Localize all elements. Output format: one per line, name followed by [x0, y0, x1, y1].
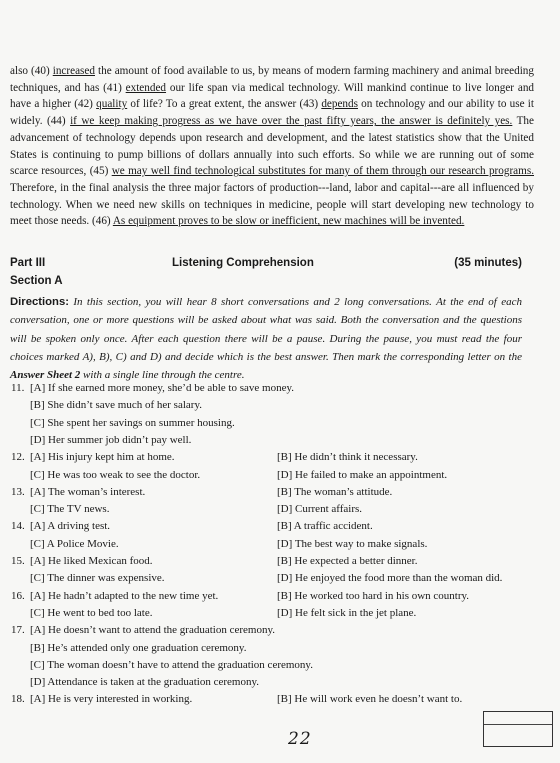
answer-option: [B] He worked too hard in his own country. [277, 589, 470, 602]
directions-body: In this section, you will hear 8 short conversations and 2 long conversations. At the end of each conversation, one or more questions will be asked about what was said. Both the conversation and the questions will be spoken only once. After each question there will be a pause. During the pause, you must read the four choices marked A), B), C) and D) and decide which is the best answer. Then mark the corresponding letter on the [10, 296, 522, 363]
answer-option: [B] He didn’t think it necessary. [277, 451, 418, 464]
answer-sheet-ref: Answer Sheet 2 [10, 369, 81, 382]
answer-option: [B] He will work even he doesn’t want to. [277, 693, 463, 706]
answer-option: [B] He’s attended only one graduation ceremony. [30, 641, 247, 654]
underlined-answer: we may well find technological substitutes for many of them through our research programs. [111, 165, 534, 178]
answer-option: [B] He expected a better dinner. [277, 555, 418, 567]
section-title: Section A [10, 275, 63, 287]
question-number: 11. [11, 382, 25, 394]
answer-option: [B] The woman’s attitude. [277, 485, 393, 498]
answer-option: [D] The best way to make signals. [277, 537, 428, 550]
answer-option: [B] A traffic accident. [277, 520, 373, 533]
directions-tail: with a single line through the centre. [80, 369, 245, 382]
page-number: 22 [288, 729, 312, 749]
score-box-divider [484, 724, 552, 725]
passage-text: Therefore, in the final analysis the three major factors of production---land, labor and capital---are all influenced by technology. When we need new skills on techniques in medicine, people will start developing new technology to meet those needs. (46) [10, 181, 534, 228]
answer-option: [C] He went to bed too late. [30, 606, 153, 619]
question-number: 15. [11, 555, 25, 567]
answer-option: [A] He hadn’t adapted to the new time yet. [30, 589, 219, 602]
passage-text: of life? To a great extent, the answer (43) [127, 98, 322, 111]
question-number: 18. [11, 693, 25, 706]
answer-option: [D] Attendance is taken at the graduation ceremony. [30, 676, 259, 689]
directions-label: Directions: [10, 296, 70, 308]
question-number: 16. [11, 589, 25, 602]
question-number: 12. [11, 451, 25, 464]
passage-text: on technology and our ability to use it widely. (44) [10, 98, 534, 128]
underlined-answer: depends [321, 98, 358, 111]
answer-option: [D] He failed to make an appointment. [277, 468, 448, 481]
question-number: 17. [11, 624, 25, 637]
answer-option: [A] He liked Mexican food. [30, 555, 153, 567]
answer-option: [D] He felt sick in the jet plane. [277, 606, 417, 619]
answer-option: [C] The dinner was expensive. [30, 572, 165, 585]
underlined-answer: if we keep making progress as we have over the past fifty years, the answer is definitely yes. [70, 115, 513, 128]
answer-option: [A] He doesn’t want to attend the graduation ceremony. [30, 624, 275, 637]
answer-option: [C] The woman doesn’t have to attend the graduation ceremony. [30, 658, 313, 671]
answer-option: [D] He enjoyed the food more than the woman did. [277, 572, 503, 585]
passage-text: our life span via medical technology. Will mankind continue to live longer and have a higher (42) [10, 81, 535, 111]
underlined-answer: quality [96, 98, 128, 111]
answer-option: [B] She didn’t save much of her salary. [30, 399, 202, 412]
answer-option: [A] His injury kept him at home. [30, 451, 175, 464]
answer-option: [A] If she earned more money, she’d be able to save money. [30, 382, 294, 394]
answer-option: [A] He is very interested in working. [30, 693, 193, 706]
part-label: Part III [10, 257, 46, 269]
score-box [483, 711, 553, 747]
underlined-answer: extended [125, 81, 167, 94]
answer-option: [C] A Police Movie. [30, 537, 119, 550]
answer-option: [C] He was too weak to see the doctor. [30, 468, 201, 481]
question-number: 13. [11, 485, 25, 498]
answer-option: [D] Current affairs. [277, 503, 363, 516]
part-title: Listening Comprehension [172, 257, 314, 269]
answer-option: [A] A driving test. [30, 520, 111, 533]
answer-option: [A] The woman’s interest. [30, 485, 146, 498]
part-time: (35 minutes) [454, 257, 522, 269]
answer-option: [D] Her summer job didn’t pay well. [30, 433, 192, 446]
underlined-answer: increased [52, 65, 95, 77]
passage-text: also (40) [10, 65, 53, 77]
passage-text: the amount of food available to us, by means of modern farming machinery and animal breeding techniques, and has (41) [10, 65, 534, 94]
underlined-answer: As equipment proves to be slow or inefficient, new machines will be invented. [112, 215, 465, 228]
passage-text: The advancement of technology depends upon research and development, and the latest statistics show that the United States is continuing to pump billions of dollars annually into such efforts. So while we are running out of some scarce resources, (45) [10, 115, 534, 178]
answer-option: [C] The TV news. [30, 503, 110, 516]
answer-option: [C] She spent her savings on summer housing. [30, 416, 235, 429]
question-number: 14. [11, 520, 25, 533]
